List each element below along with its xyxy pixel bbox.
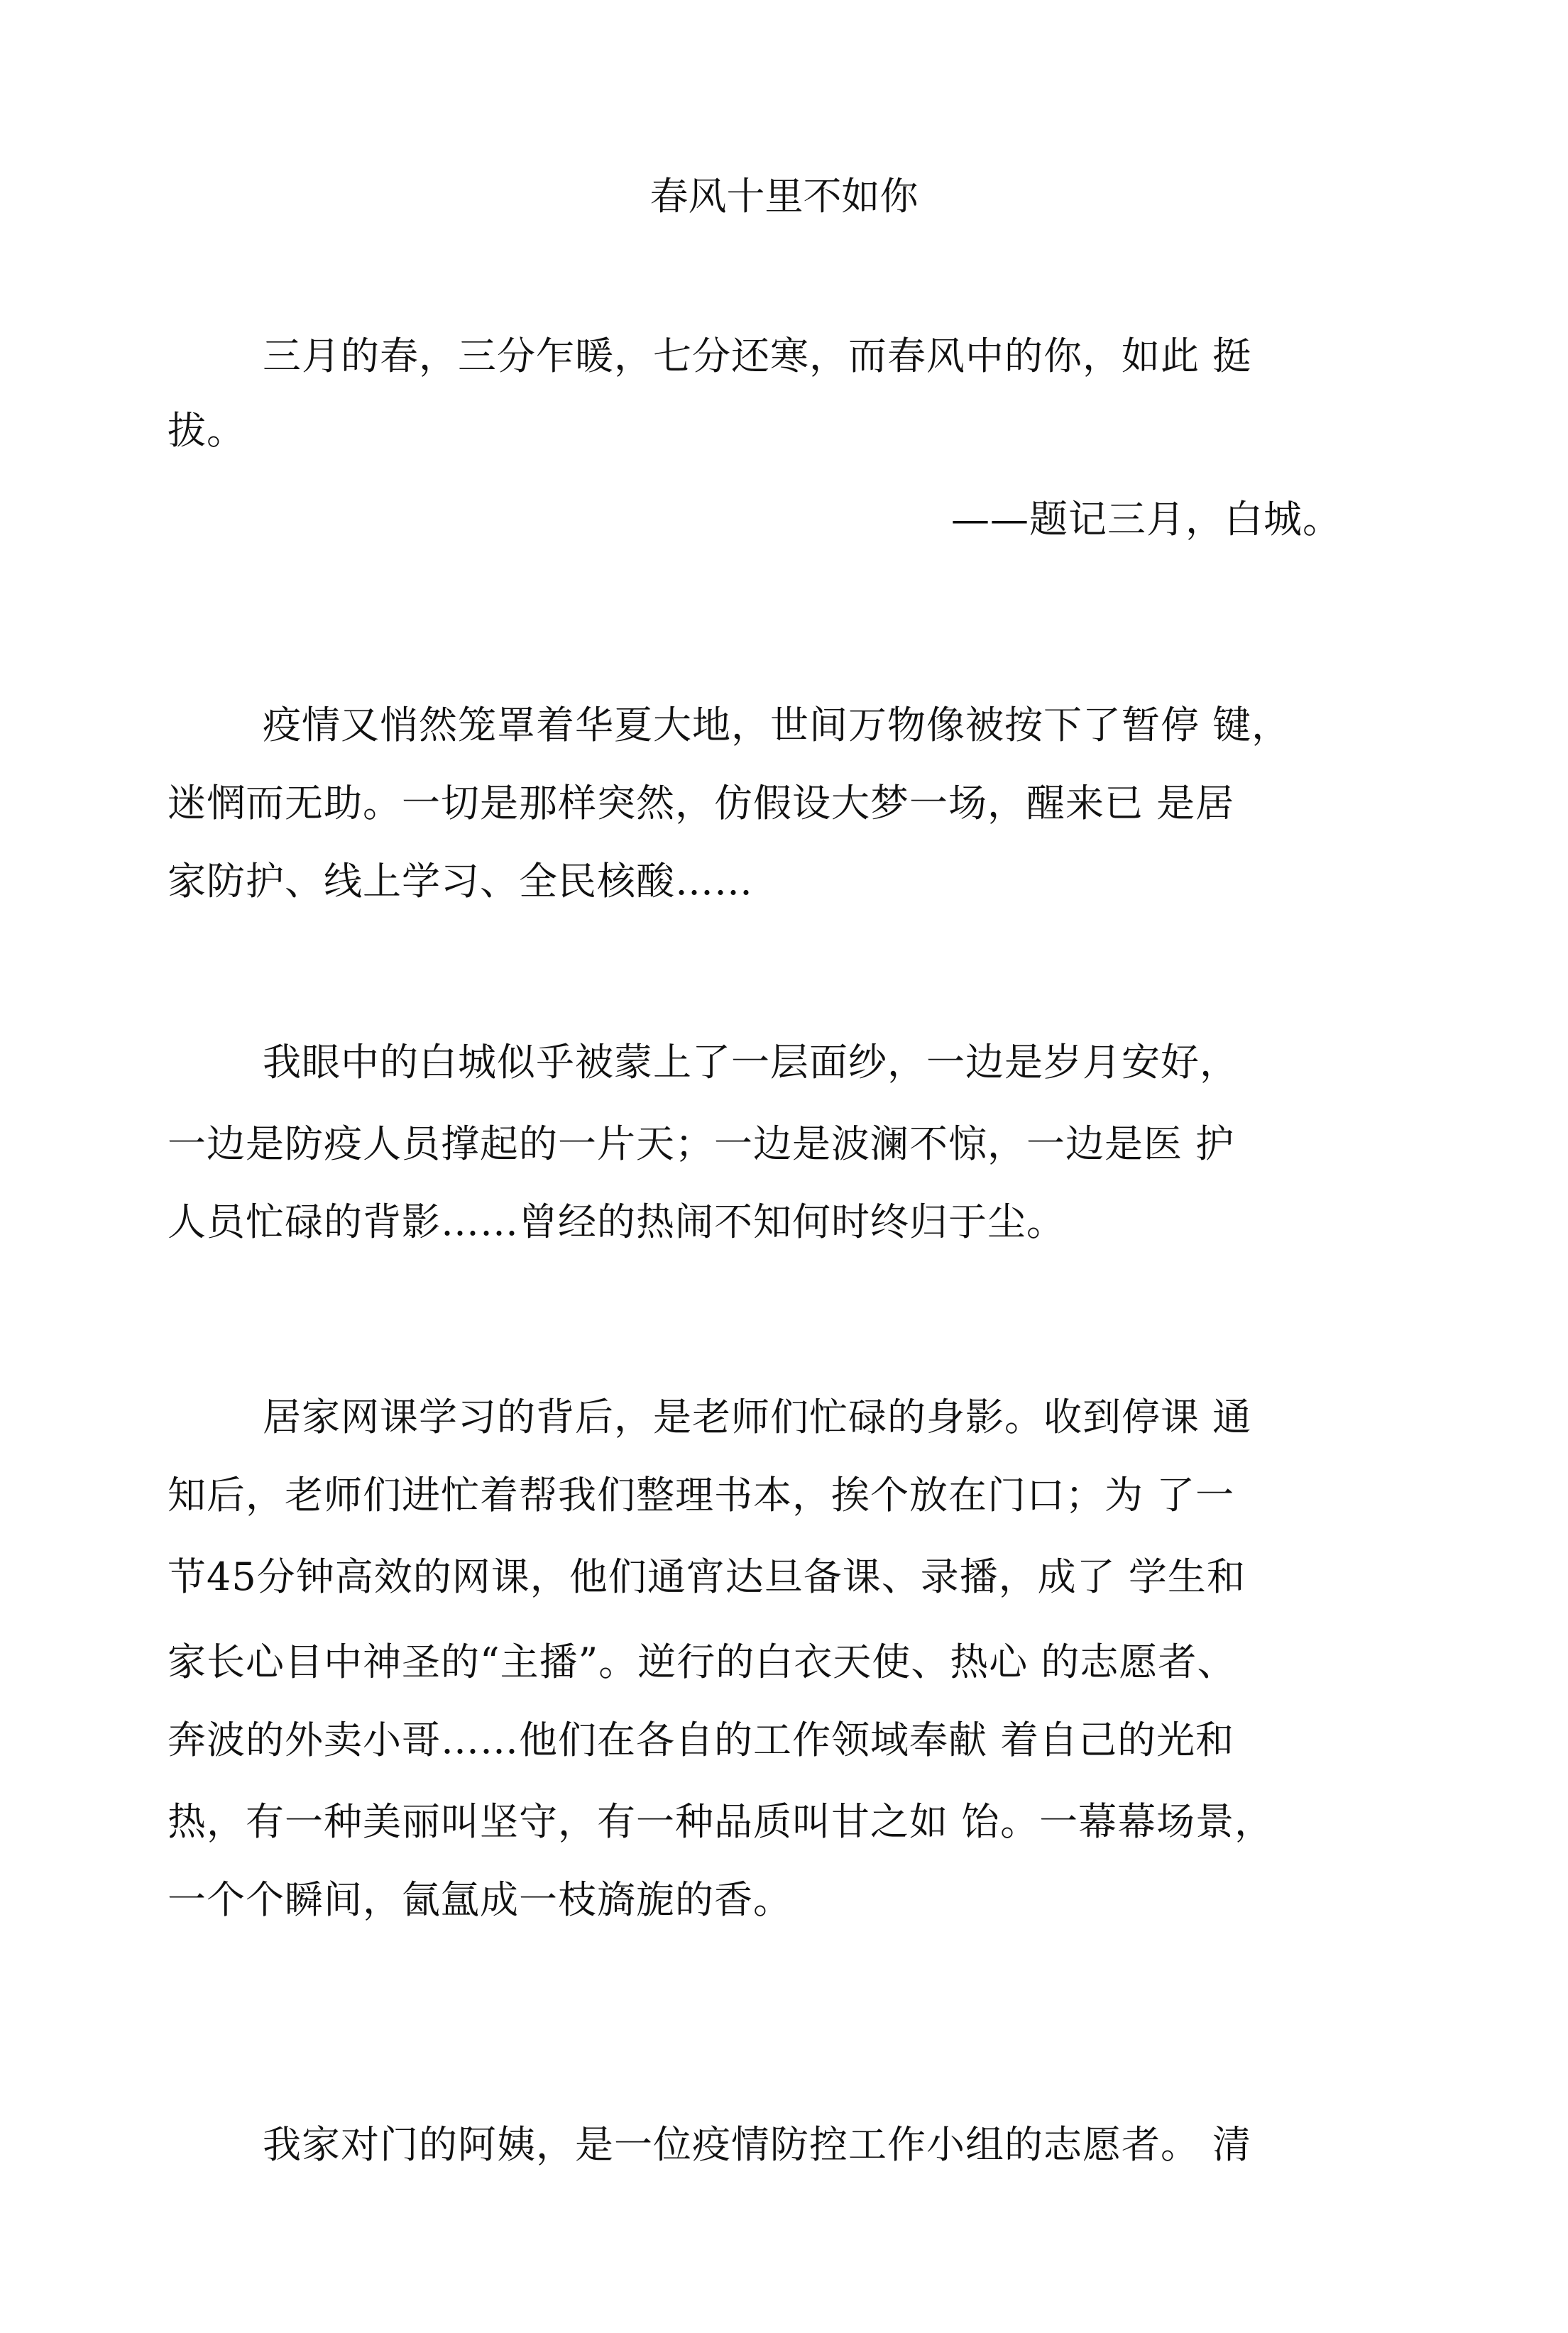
epigraph-signature: ——题记三月，白城。: [951, 497, 1342, 542]
paragraph-line: 我家对门的阿姨，是一位疫情防控工作小组的志愿者。 清: [263, 2122, 1252, 2167]
paragraph-line: 热，有一种美丽叫坚守，有一种品质叫甘之如 饴。一幕幕场景，: [168, 1799, 1274, 1844]
paragraph-line: 家防护、线上学习、全民核酸……: [168, 859, 753, 904]
paragraph-line: 居家网课学习的背后，是老师们忙碌的身影。收到停课 通: [263, 1395, 1252, 1439]
paragraph-line: 节45分钟高效的网课，他们通宵达旦备课、录播，成了 学生和: [168, 1554, 1246, 1599]
paragraph-line: 疫情又悄然笼罩着华夏大地，世间万物像被按下了暂停 键，: [263, 703, 1291, 747]
epigraph-line: 三月的春，三分乍暖，七分还寒，而春风中的你，如此 挺: [263, 334, 1252, 378]
epigraph-line: 拔。: [168, 408, 246, 453]
paragraph-line: 迷惘而无助。一切是那样突然，仿假设大梦一场，醒来已 是居: [168, 781, 1235, 825]
paragraph-line: 人员忙碌的背影……曾经的热闹不知何时终归于尘。: [168, 1200, 1065, 1244]
document-title: 春风十里不如你: [649, 174, 919, 219]
paragraph-line: 我眼中的白城似乎被蒙上了一层面纱，一边是岁月安好，: [263, 1040, 1239, 1085]
paragraph-line: 知后，老师们进忙着帮我们整理书本，挨个放在门口；为 了一: [168, 1473, 1235, 1517]
paragraph-line: 家长心目中神圣的“主播”。逆行的白衣天使、热心 的志愿者、: [168, 1640, 1237, 1684]
paragraph-line: 奔波的外卖小哥……他们在各自的工作领域奉献 着自己的光和: [168, 1718, 1235, 1762]
paragraph-line: 一个个瞬间，氤氲成一枝旖旎的香。: [168, 1877, 792, 1922]
paragraph-line: 一边是防疫人员撑起的一片天；一边是波澜不惊，一边是医 护: [168, 1121, 1235, 1166]
